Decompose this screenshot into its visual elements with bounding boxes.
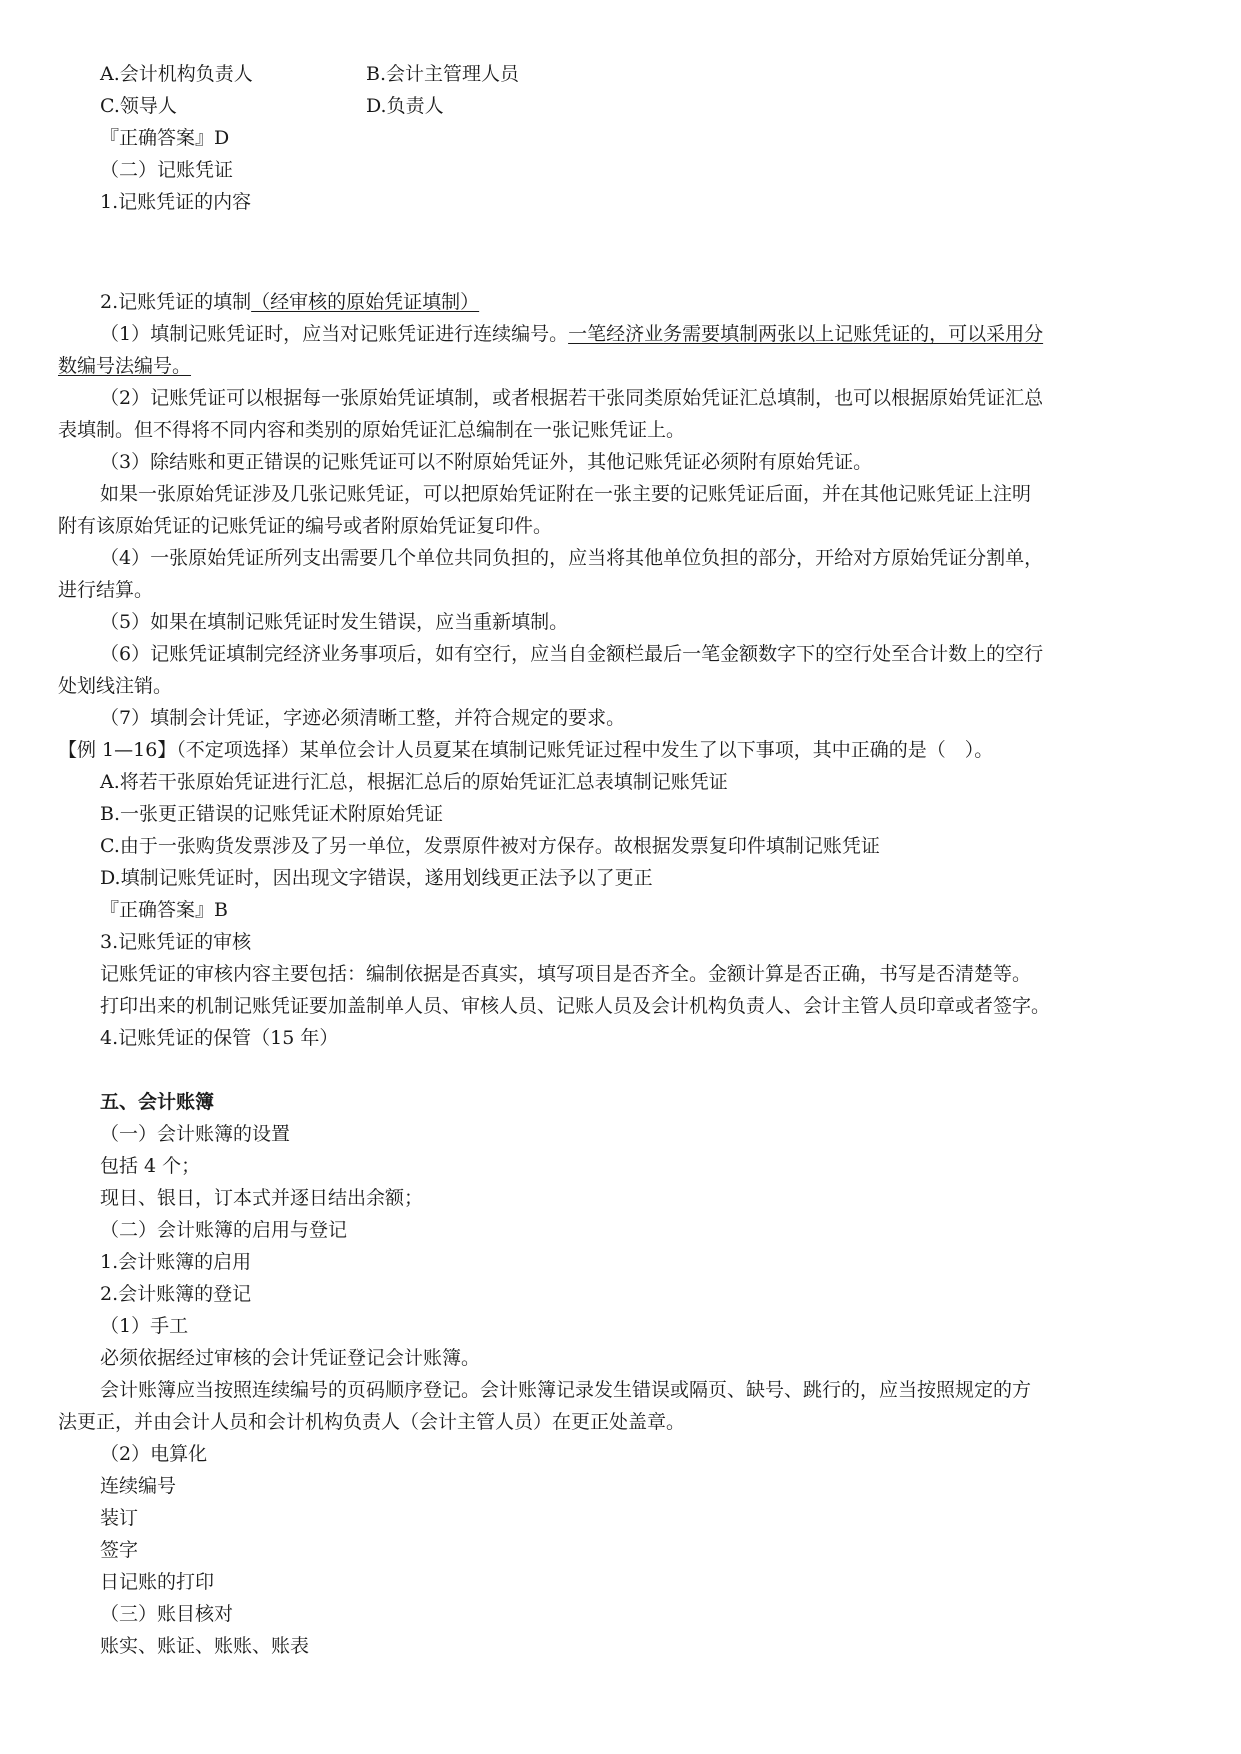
answer: 『正确答案』D: [100, 127, 230, 149]
paragraph: 现日、银日，订本式并逐日结出余额；: [100, 1187, 424, 1209]
list-item: 连续编号: [100, 1475, 177, 1497]
list-item: 日记账的打印: [100, 1571, 215, 1593]
option-a: A.会计机构负责人: [100, 63, 253, 85]
example-option-d: D.填制记账凭证时，因出现文字错误，遂用划线更正法予以了更正: [100, 867, 653, 889]
list-item: 签字: [100, 1539, 139, 1561]
paragraph: 记账凭证的审核内容主要包括：编制依据是否真实，填写项目是否齐全。金额计算是否正确，书写是否清楚等。: [100, 963, 1032, 985]
subheading-text: 2.记账凭证的填制: [100, 291, 252, 313]
paragraph: 法更正，并由会计人员和会计机构负责人（会计主管人员）在更正处盖章。: [58, 1411, 686, 1433]
paragraph-text: （1）填制记账凭证时，应当对记账凭证进行连续编号。: [100, 323, 569, 345]
chapter-heading: 五、会计账簿: [100, 1091, 215, 1113]
subheading: （2）电算化: [100, 1443, 208, 1465]
subheading: 4.记账凭证的保管（15 年）: [100, 1027, 339, 1049]
subheading: （1）手工: [100, 1315, 189, 1337]
paragraph: （4）一张原始凭证所列支出需要几个单位共同负担的，应当将其他单位负担的部分，开给对方原始凭证分割单，: [100, 547, 1044, 569]
example-option-b: B.一张更正错误的记账凭证术附原始凭证: [100, 803, 444, 825]
paragraph: （5）如果在填制记账凭证时发生错误，应当重新填制。: [100, 611, 569, 633]
underlined-text: 数编号法编号。: [58, 355, 192, 377]
subheading: 1.会计账簿的启用: [100, 1251, 252, 1273]
paragraph: 表填制。但不得将不同内容和类别的原始凭证汇总编制在一张记账凭证上。: [58, 419, 686, 441]
example-option-a: A.将若干张原始凭证进行汇总，根据汇总后的原始凭证汇总表填制记账凭证: [100, 771, 728, 793]
paragraph: 会计账簿应当按照连续编号的页码顺序登记。会计账簿记录发生错误或隔页、缺号、跳行的，应当按照规定的方: [100, 1379, 1032, 1401]
underlined-text: 一笔经济业务需要填制两张以上记账凭证的，可以采用分: [568, 323, 1044, 345]
paragraph: （2）记账凭证可以根据每一张原始凭证填制，或者根据若干张同类原始凭证汇总填制，也可以根据原始凭证汇总: [100, 387, 1044, 409]
subheading: 1.记账凭证的内容: [100, 191, 252, 213]
paragraph: 进行结算。: [58, 579, 154, 601]
underlined-note: （经审核的原始凭证填制）: [251, 291, 480, 313]
paragraph: 账实、账证、账账、账表: [100, 1635, 310, 1657]
answer: 『正确答案』B: [100, 899, 228, 921]
paragraph: 如果一张原始凭证涉及几张记账凭证，可以把原始凭证附在一张主要的记账凭证后面，并在其他记账凭证上注明: [100, 483, 1032, 505]
section-heading: （二）记账凭证: [100, 159, 234, 181]
subheading: 3.记账凭证的审核: [100, 931, 252, 953]
option-b: B.会计主管理人员: [366, 63, 520, 85]
list-item: 装订: [100, 1507, 139, 1529]
example-option-c: C.由于一张购货发票涉及了另一单位，发票原件被对方保存。故根据发票复印件填制记账凭证: [100, 835, 880, 857]
option-c: C.领导人: [100, 95, 177, 117]
paragraph: 必须依据经过审核的会计凭证登记会计账簿。: [100, 1347, 481, 1369]
section-heading: （二）会计账簿的启用与登记: [100, 1219, 348, 1241]
paragraph: （3）除结账和更正错误的记账凭证可以不附原始凭证外，其他记账凭证必须附有原始凭证。: [100, 451, 873, 473]
section-heading: （一）会计账簿的设置: [100, 1123, 291, 1145]
subheading: [100, 288, 479, 316]
example-question: 【例 1—16】（不定项选择）某单位会计人员夏某在填制记账凭证过程中发生了以下事项，其中正确的是（ ）。: [58, 739, 994, 761]
paragraph: （7）填制会计凭证，字迹必须清晰工整，并符合规定的要求。: [100, 707, 626, 729]
option-d: D.负责人: [366, 95, 444, 117]
paragraph: 附有该原始凭证的记账凭证的编号或者附原始凭证复印件。: [58, 515, 553, 537]
paragraph: （6）记账凭证填制完经济业务事项后，如有空行，应当自金额栏最后一笔金额数字下的空行处至合计数上的空行: [100, 643, 1044, 665]
subheading: 2.会计账簿的登记: [100, 1283, 252, 1305]
paragraph: [100, 320, 1043, 348]
paragraph: 包括 4 个；: [100, 1155, 201, 1177]
paragraph: 处划线注销。: [58, 675, 173, 697]
section-heading: （三）账目核对: [100, 1603, 234, 1625]
paragraph: 打印出来的机制记账凭证要加盖制单人员、审核人员、记账人员及会计机构负责人、会计主管人员印章或者签字。: [100, 995, 1051, 1017]
